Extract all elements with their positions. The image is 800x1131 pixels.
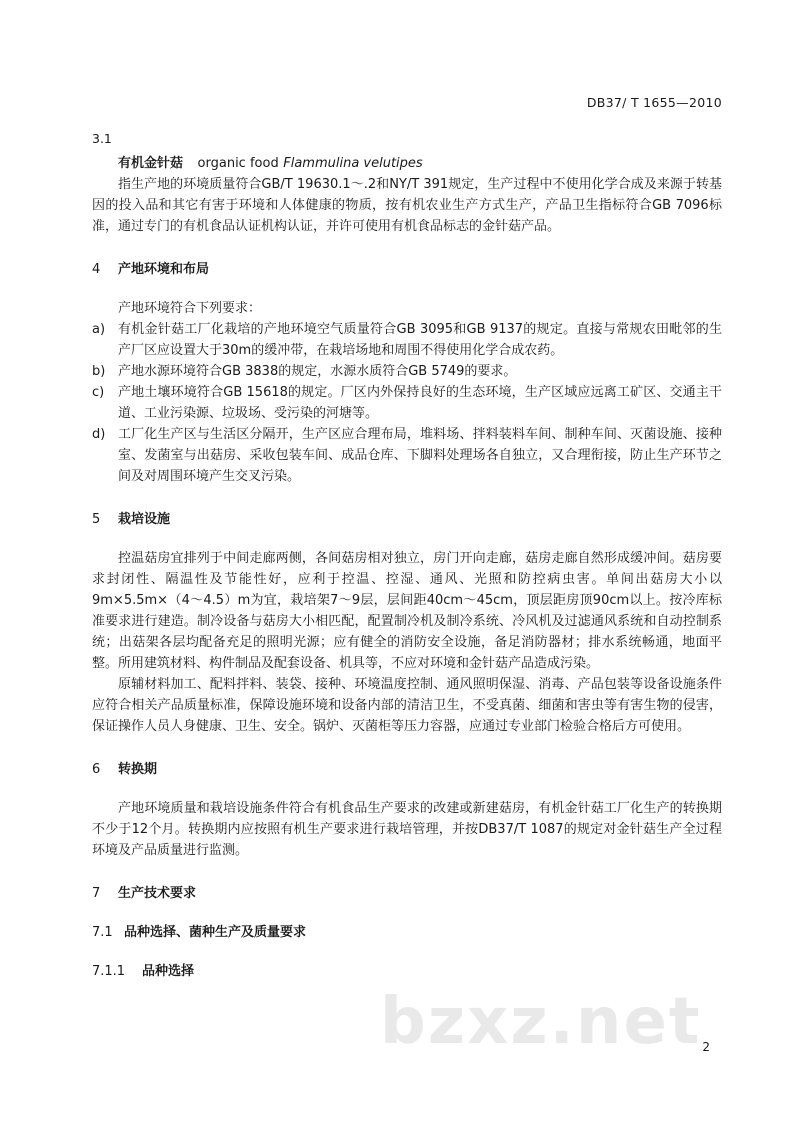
- section-5-paragraph-2: 原辅材料加工、配料拌料、装袋、接种、环境温度控制、通风照明保湿、消毒、产品包装等设备设施条件应符合相关产品质量标准，保障设施环境和设备内部的清洁卫生，不受真菌、细菌和害虫等有害生物的侵害，保证操作人员人身健康、卫生、安全。锅炉、灭菌柜等压力容器，应通过专业部门检验合格后方可使用。: [92, 677, 722, 734]
- section-6-title: 转换期: [118, 762, 158, 777]
- watermark: bzxz.net: [380, 985, 702, 1059]
- subsection-7-1-number: 7.1: [92, 925, 113, 940]
- list-item-label: c): [92, 385, 105, 400]
- list-item-label: b): [92, 364, 106, 379]
- list-item-label: d): [92, 427, 106, 442]
- section-6-heading: [92, 759, 722, 780]
- list-item-text: 产地土壤环境符合GB 15618的规定。厂区内外保持良好的生态环境，生产区域应远离工矿区、交通主干道、工业污染源、垃圾场、受污染的河塘等。: [118, 385, 722, 421]
- section-5-title: 栽培设施: [118, 512, 171, 527]
- list-item: [92, 382, 722, 424]
- term-definition: 指生产地的环境质量符合GB/T 19630.1～.2和NY/T 391规定，生产过程中不使用化学合成及来源于转基因的投入品和其它有害于环境和人体健康的物质，按有机农业生产方式生产，产品卫生指标符合GB 7096标准，通过专门的有机食品认证机构认证，并许可使用有机食品标志的金针菇产品。: [92, 177, 722, 234]
- section-7-number: 7: [92, 886, 101, 901]
- list-item: [92, 319, 722, 361]
- list-item: [92, 424, 722, 487]
- subsection-7-1-1-number: 7.1.1: [92, 964, 126, 979]
- subsection-7-1-1-heading: [92, 961, 722, 982]
- list-item-text: 产地水源环境符合GB 3838的规定，水源水质符合GB 5749的要求。: [118, 364, 517, 379]
- list-item-text: 工厂化生产区与生活区分隔开，生产区应合理布局，堆料场、拌料装料车间、制种车间、灭菌设施、接种室、发菌室与出菇房、采收包装车间、成品仓库、下脚料处理场各自独立，又合理衔接，防止生产环节之间及对周围环境产生交叉污染。: [118, 427, 722, 484]
- document-body: [92, 128, 722, 982]
- section-4-number: 4: [92, 262, 101, 277]
- section-5-heading: [92, 509, 722, 530]
- term-name-latin: Flammulina velutipes: [283, 156, 423, 171]
- subsection-7-1-heading: [92, 922, 722, 943]
- section-4-title: 产地环境和布局: [118, 262, 210, 277]
- term-name-en: organic food: [197, 156, 279, 171]
- section-5-number: 5: [92, 512, 101, 527]
- list-item-label: a): [92, 322, 106, 337]
- subsection-7-1-1-title: 品种选择: [142, 964, 195, 979]
- section-4-intro: 产地环境符合下列要求：: [118, 301, 262, 316]
- section-6-paragraph: 产地环境质量和栽培设施条件符合有机食品生产要求的改建或新建菇房，有机金针菇工厂化生产的转换期不少于12个月。转换期内应按照有机生产要求进行栽培管理，并按DB37/T 1087的规定对金针菇生产全过程环境及产品质量进行监测。: [92, 801, 722, 858]
- list-item-text: 有机金针菇工厂化栽培的产地环境空气质量符合GB 3095和GB 9137的规定。直接与常规农田毗邻的生产厂区应设置大于30m的缓冲带，在栽培场地和周围不得使用化学合成农药。: [118, 322, 722, 358]
- list-item: [92, 361, 722, 382]
- section-7-heading: [92, 883, 722, 904]
- section-5-paragraph-1: 控温菇房宜排列于中间走廊两侧，各间菇房相对独立，房门开向走廊，菇房走廊自然形成缓冲间。菇房要求封闭性、隔温性及节能性好，应利于控温、控湿、通风、光照和防控病虫害。单间出菇房大小以9m×5.5m×（4～4.5）m为宜，栽培架7～9层，层间距40cm～45cm，顶层距房顶90cm以上。按冷库标准要求进行建造。制冷设备与菇房大小相匹配，配置制冷机及制冷系统、冷风机及过滤通风系统和自动控制系统；出菇架各层均配备充足的照明光源；应有健全的消防安全设施，备足消防器材；排水系统畅通，地面平整。所用建筑材料、构件制品及配套设备、机具等，不应对环境和金针菇产品造成污染。: [92, 551, 722, 671]
- term-name-cn: 有机金针菇: [118, 156, 184, 171]
- document-code: DB37/ T 1655—2010: [586, 95, 722, 110]
- term-heading: [118, 153, 722, 174]
- section-6-number: 6: [92, 762, 101, 777]
- subsection-7-1-title: 品种选择、菌种生产及质量要求: [124, 925, 307, 940]
- section-4-heading: [92, 259, 722, 280]
- term-number: 3.1: [92, 131, 112, 146]
- page-number: 2: [702, 1040, 710, 1054]
- section-7-title: 生产技术要求: [118, 886, 197, 901]
